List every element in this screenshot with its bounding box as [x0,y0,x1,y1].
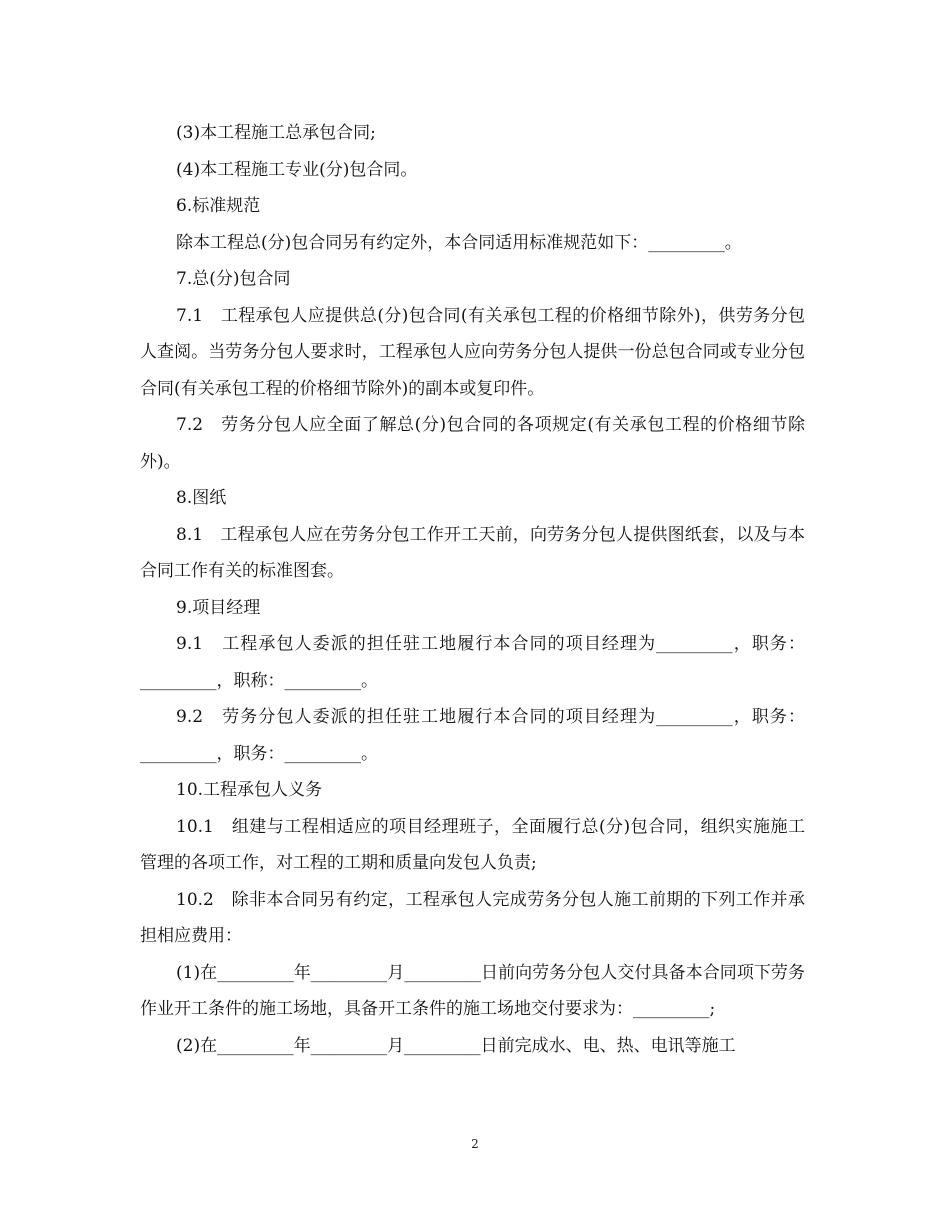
page-number: 2 [471,1137,479,1151]
paragraph-clause-3: (3)本工程施工总承包合同; [176,123,376,143]
section-heading-7: 7.总(分)包合同 [176,269,291,289]
section-heading-6: 6.标准规范 [176,196,261,216]
section-heading-9: 9.项目经理 [176,597,261,618]
section-heading-10: 10.工程承包人义务 [176,780,323,800]
paragraph-7-2: 7.2 劳务分包人应全面了解总(分)包合同的各项规定(有关承包工程的价格细节除外)。 [140,415,805,472]
paragraph-7-1: 7.1 工程承包人应提供总(分)包合同(有关承包工程的价格细节除外)，供劳务分包人查阅。当劳务分包人要求时，工程承包人应向劳务分包人提供一份总包合同或专业分包合同(有关承包工程的价格细节除外)的副本或复印件。 [140,305,805,399]
paragraph-9-2: 9.2 劳务分包人委派的担任驻工地履行本合同的项目经理为_________，职务：_________，职务：_________。 [140,707,805,764]
paragraph-6-body: 除本工程总(分)包合同另有约定外，本合同适用标准规范如下：_________。 [176,232,742,253]
paragraph-clause-4: (4)本工程施工专业(分)包合同。 [176,159,418,180]
section-heading-8: 8.图纸 [176,488,227,508]
paragraph-8-1: 8.1 工程承包人应在劳务分包工作开工天前，向劳务分包人提供图纸套，以及与本合同工作有关的标准图套。 [140,524,805,581]
document-body [140,115,805,1064]
paragraph-10-2: 10.2 除非本合同另有约定，工程承包人完成劳务分包人施工前期的下列工作并承担相应费用： [140,889,805,946]
paragraph-10-2-item-1: (1)在_________年_________月_________日前向劳务分包人交付具备本合同项下劳务作业开工条件的施工场地，具备开工条件的施工场地交付要求为：_________; [140,962,805,1019]
paragraph-10-2-item-2: (2)在_________年_________月_________日前完成水、电、热、电讯等施工 [176,1035,736,1056]
paragraph-10-1: 10.1 组建与工程相适应的项目经理班子，全面履行总(分)包合同，组织实施施工管理的各项工作，对工程的工期和质量向发包人负责; [140,816,805,873]
paragraph-9-1: 9.1 工程承包人委派的担任驻工地履行本合同的项目经理为_________，职务：_________，职称：_________。 [140,634,805,691]
